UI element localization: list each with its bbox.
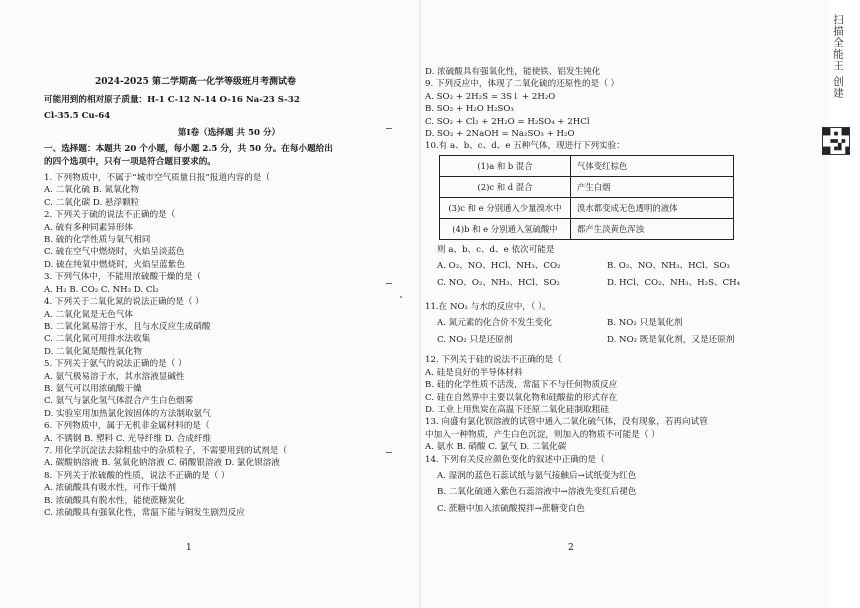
question-line: A. 氨水 B. 硝酸 C. 氯气 D. 二氧化碳 [425, 442, 567, 453]
atomic-mass-line-1: 可能用到的相对原子质量：H-1 C-12 N-14 O-16 Na-23 S-32 [44, 95, 300, 105]
answer-option: A. O₂、NO、HCl、NH₃、CO₂ [437, 261, 561, 272]
question-line: A. 二氧化氮是无色气体 [44, 309, 134, 320]
question-line: 7. 用化学沉淀法去除粗盐中的杂质粒子，不需要用到的试剂是（ [44, 445, 287, 456]
page-fold [419, 0, 421, 608]
question-line: B. 浓硫酸具有脱水性，能使蔗糖炭化 [44, 495, 185, 506]
question-line: C. 二氧化碳 D. 悬浮颗粒 [44, 197, 140, 208]
answer-option: A. 氮元素的化合价不发生变化 [437, 318, 552, 329]
question-line: 4. 下列关于二氧化氮的说法正确的是（ ） [44, 297, 204, 308]
question-line: D. 工业上用焦炭在高温下还原二氧化硅制取粗硅 [425, 404, 609, 415]
question-line: B. SO₂ + H₂O H₂SO₃ [425, 104, 514, 115]
question-line: C. 浓硫酸具有强氧化性，常温下能与铜发生剧烈反应 [44, 508, 245, 518]
answer-option: A. 湿润的蓝色石蕊试纸与氨气接触后→试纸变为红色 [437, 470, 637, 481]
question-line: 13. 向盛有氯化钡溶液的试管中通入二氧化硫气体，没有现象，若再向试管 [425, 417, 708, 428]
option-row [425, 334, 795, 346]
binding-mark [386, 283, 392, 284]
right-column [425, 66, 795, 519]
question-line: B. 硅的化学性质不活泼，常温下不与任何物质反应 [425, 380, 618, 391]
question-line: B. 二氧化氮易溶于水，且与水反应生成硝酸 [44, 321, 211, 332]
q11-prompt: 11.在 NO₂ 与水的反应中，（ ）。 [425, 302, 551, 313]
experiment-cell: (4)b 和 e 分别通入氢硫酸中 [440, 218, 571, 239]
experiment-cell: (2)c 和 d 混合 [440, 176, 571, 197]
answer-option: D. NO₂ 既是氧化剂，又是还原剂 [607, 334, 735, 345]
question-line: 8. 下列关于浓硫酸的性质，说法不正确的是（ ） [44, 470, 230, 481]
q10-options [425, 260, 795, 293]
answer-option: B. NO₂ 只是氧化剂 [607, 318, 683, 329]
question-line: C. 硅在自然界中主要以氧化物和硅酸盐的形式存在 [425, 392, 618, 403]
page-number-right: 2 [568, 543, 574, 553]
table-row [440, 176, 734, 197]
answer-option: C. NO、O₂、NH₃、HCl、SO₂ [437, 277, 560, 288]
left-column [44, 68, 414, 519]
answer-option: C. 蔗糖中加入浓硫酸搅拌→蔗糖变白色 [437, 503, 585, 514]
answer-option: B. 二氧化硫通入紫色石蕊溶液中→溶液先变红后褪色 [437, 487, 637, 498]
option-row [425, 317, 795, 329]
table-row [440, 197, 734, 218]
question-line: 3. 下列气体中，不能用浓硫酸干燥的是（ [44, 272, 202, 283]
question-line: 6. 下列物质中，属于无机非金属材料的是（ [44, 421, 210, 432]
question-line: C. 氨气与氯化氢气体混合产生白色烟雾 [44, 396, 194, 407]
question-line: A. 二氧化硫 B. 氮氧化物 [44, 185, 139, 196]
question-line: A. 硅是良好的半导体材料 [425, 367, 523, 378]
qr-code-icon [822, 127, 850, 155]
option-row [425, 260, 795, 272]
right-question-list-bottom [425, 354, 795, 466]
question-line: 10.有 a、b、c、d、e 五种气体，现进行下列实验： [425, 141, 625, 152]
question-line: 中加入一种物质，产生白色沉淀，则加入的物质不可能是（ ） [425, 429, 660, 440]
question-line: 14. 下列有关反应颜色变化的叙述中正确的是（ [425, 454, 605, 465]
phenomenon-cell: 气体变红棕色 [571, 155, 734, 176]
q10-prompt: 则 a、b、c、d、e 依次可能是 [437, 244, 555, 255]
question-line: C. SO₂ + Cl₂ + 2H₂O = H₂SO₄ + 2HCl [425, 116, 590, 127]
experiment-table [439, 155, 734, 240]
atomic-mass-line-2: Cl-35.5 Cu-64 [44, 111, 111, 122]
question-line: A. SO₂ + 2H₂S = 3S↓ + 2H₂O [425, 91, 556, 102]
question-line: C. 硫在空气中燃烧时，火焰呈淡蓝色 [44, 247, 185, 258]
experiment-cell: (1)a 和 b 混合 [440, 155, 571, 176]
answer-option: B. O₂、NO、NH₃、HCl、SO₃ [607, 261, 730, 272]
phenomenon-cell: 溴水都变成无色透明的液体 [571, 197, 734, 218]
instructions-line-2: 的四个选项中，只有一项是符合题目要求的。 [44, 156, 216, 167]
right-question-list-top [425, 66, 795, 153]
question-line: A. 硫有多种同素异形体 [44, 222, 134, 233]
phenomenon-cell: 都产生淡黄色浑浊 [571, 218, 734, 239]
question-line: D. 二氧化氮是酸性氧化物 [44, 346, 142, 357]
exam-title: 2024-2025 第二学期高一化学等级班月考测试卷 [95, 77, 296, 87]
question-line: 9. 下列反应中，体现了二氧化硫的还原性的是（ ） [425, 79, 620, 90]
q14-options [425, 470, 795, 519]
instructions-line-1: 一、选择题：本题共 20 个小题，每小题 2.5 分，共 50 分。在每小题给出 [44, 144, 333, 155]
question-line: 12. 下列关于硅的说法不正确的是（ [425, 355, 562, 366]
question-line: A. H₂ B. CO₂ C. NH₃ D. Cl₂ [44, 284, 159, 295]
option-row [425, 277, 795, 289]
binding-mark [386, 128, 392, 129]
answer-option: C. NO₂ 只是还原剂 [437, 334, 513, 345]
question-line: D. 实验室用加热氯化铵固体的方法制取氨气 [44, 408, 211, 419]
question-line: B. 硫的化学性质与氧气相同 [44, 235, 151, 246]
question-line: D. 硫在纯氧中燃烧时，火焰呈蓝紫色 [44, 259, 185, 270]
phenomenon-cell: 产生白烟 [571, 176, 734, 197]
question-line: C. 二氧化氮可用排水法收集 [44, 334, 151, 345]
binding-mark [386, 452, 392, 453]
question-line: 2. 下列关于硫的说法不正确的是（ [44, 210, 176, 221]
question-line: 1. 下列物质中，不属于“城市空气质量日报”报道内容的是（ [44, 173, 270, 184]
question-line: A. 氨气极易溶于水，其水溶液显碱性 [44, 371, 185, 382]
table-row [440, 155, 734, 176]
answer-option: D. HCl、CO₂、NH₃、H₂S、CH₄ [607, 277, 741, 288]
scanner-watermark: 扫描全能王 创建 [832, 14, 844, 99]
question-line: D. 浓硫酸具有强氧化性，能使铁、铝发生钝化 [425, 67, 601, 77]
left-question-list [44, 172, 414, 519]
question-line: A. 不锈钢 B. 塑料 C. 光导纤维 D. 合成纤维 [44, 433, 212, 444]
question-line: D. SO₂ + 2NaOH = Na₂SO₃ + H₂O [425, 129, 575, 140]
binding-dot [400, 296, 402, 298]
section-title: 第Ⅰ卷（选择题 共 50 分） [177, 127, 281, 138]
question-line: A. 碳酸钠溶液 B. 氢氧化钠溶液 C. 硝酸银溶液 D. 氯化钡溶液 [44, 458, 280, 469]
question-line: 5. 下列关于氨气的说法正确的是（ ） [44, 359, 187, 370]
question-line: B. 氨气可以用浓硫酸干燥 [44, 383, 142, 394]
page-number-left: 1 [186, 543, 192, 553]
table-row [440, 218, 734, 239]
q11-options [425, 317, 795, 350]
question-line: A. 浓硫酸具有吸水性，可作干燥剂 [44, 483, 176, 494]
experiment-cell: (3)c 和 e 分别通入少量溴水中 [440, 197, 571, 218]
